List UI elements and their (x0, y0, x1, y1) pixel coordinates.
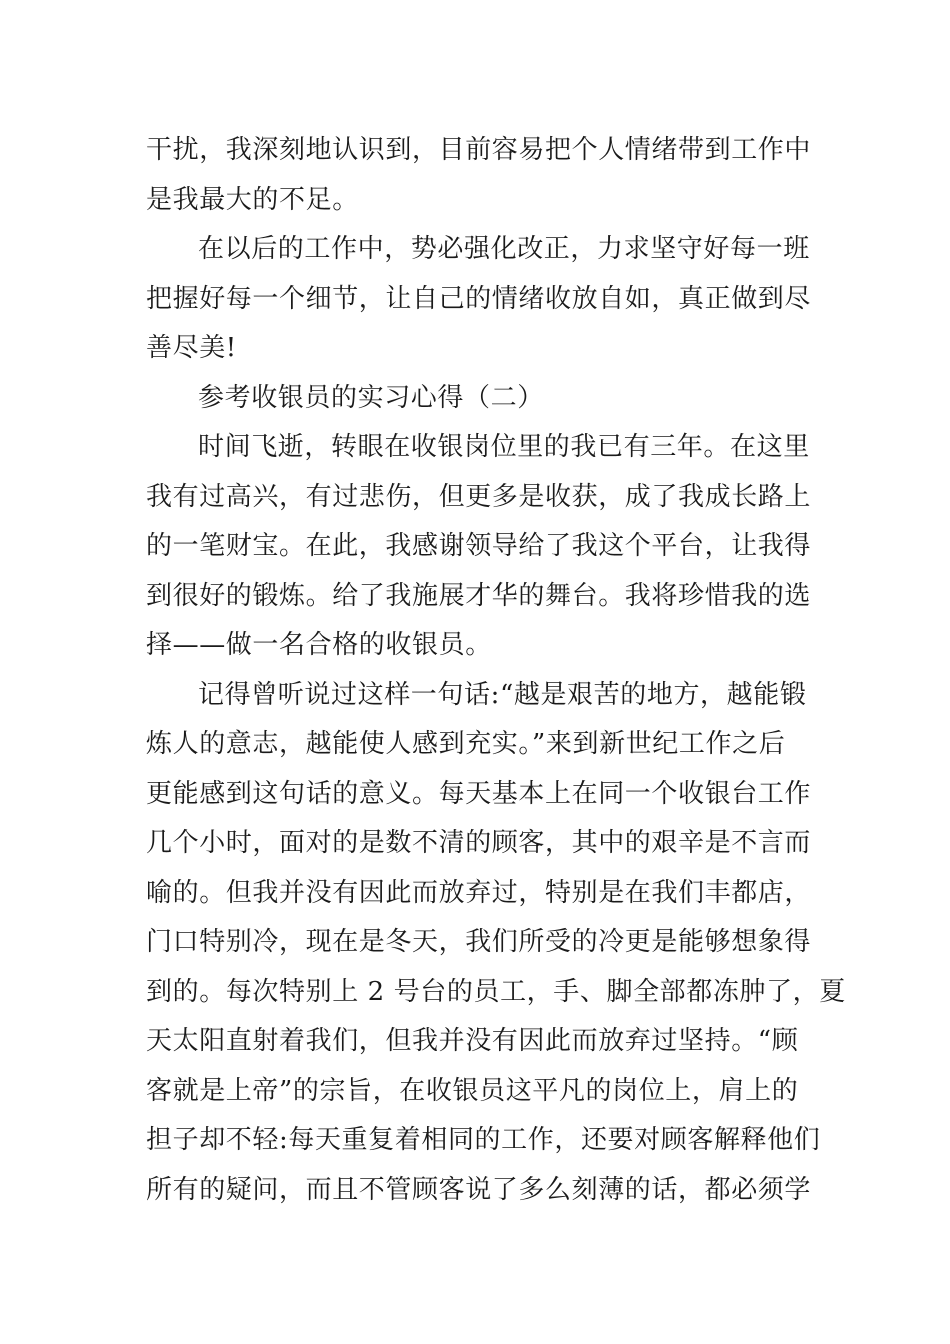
text-line: 是我最大的不足。 (146, 184, 359, 215)
text-line: 门口特别冷，现在是冬天，我们所受的冷更是能够想象得 (146, 927, 812, 957)
heading-text: 参考收银员的实习心得（二） (198, 382, 544, 413)
text-line: 更能感到这句话的意义。每天基本上在同一个收银台工作 (146, 778, 812, 809)
paragraph-4 (146, 671, 846, 1216)
text-line: 客就是上帝”的宗旨，在收银员这平凡的岗位上，肩上的 (146, 1075, 799, 1106)
paragraph-2 (146, 225, 811, 374)
text-line: 干扰，我深刻地认识到，目前容易把个人情绪带到工作中 (146, 135, 812, 165)
text-line: 择——做一名合格的收银员。 (146, 630, 492, 660)
text-line: 善尽美! (146, 333, 237, 363)
paragraph-1 (146, 126, 811, 225)
text-line: 在以后的工作中，势必强化改正，力求坚守好每一班 (198, 234, 810, 264)
text-line: 几个小时，面对的是数不清的顾客，其中的艰辛是不言而 (146, 828, 812, 858)
text-line: 到很好的锻炼。给了我施展才华的舞台。我将珍惜我的选 (146, 580, 812, 611)
text-line: 所有的疑问，而且不管顾客说了多么刻薄的话，都必须学 (146, 1174, 812, 1205)
text-line: 天太阳直射着我们，但我并没有因此而放弃过坚持。“顾 (146, 1026, 799, 1056)
text-line: 担子却不轻:每天重复着相同的工作，还要对顾客解释他们 (146, 1125, 821, 1155)
text-line: 到的。每次特别上 2 号台的员工，手、脚全部都冻肿了，夏 (146, 976, 846, 1007)
section-heading (146, 374, 811, 424)
text-line: 把握好每一个细节，让自己的情绪收放自如，真正做到尽 (146, 283, 812, 314)
document-body (146, 126, 846, 1215)
text-line: 炼人的意志，越能使人感到充实。”来到新世纪工作之后 (146, 729, 786, 759)
text-line: 喻的。但我并没有因此而放弃过，特别是在我们丰都店， (146, 877, 812, 908)
text-line: 记得曾听说过这样一句话:“越是艰苦的地方，越能锻 (198, 679, 807, 710)
text-line: 时间飞逝，转眼在收银岗位里的我已有三年。在这里 (198, 432, 810, 462)
text-line: 我有过高兴，有过悲伤，但更多是收获，成了我成长路上 (146, 481, 812, 512)
text-line: 的一笔财宝。在此，我感谢领导给了我这个平台，让我得 (146, 531, 812, 561)
paragraph-3 (146, 423, 811, 671)
